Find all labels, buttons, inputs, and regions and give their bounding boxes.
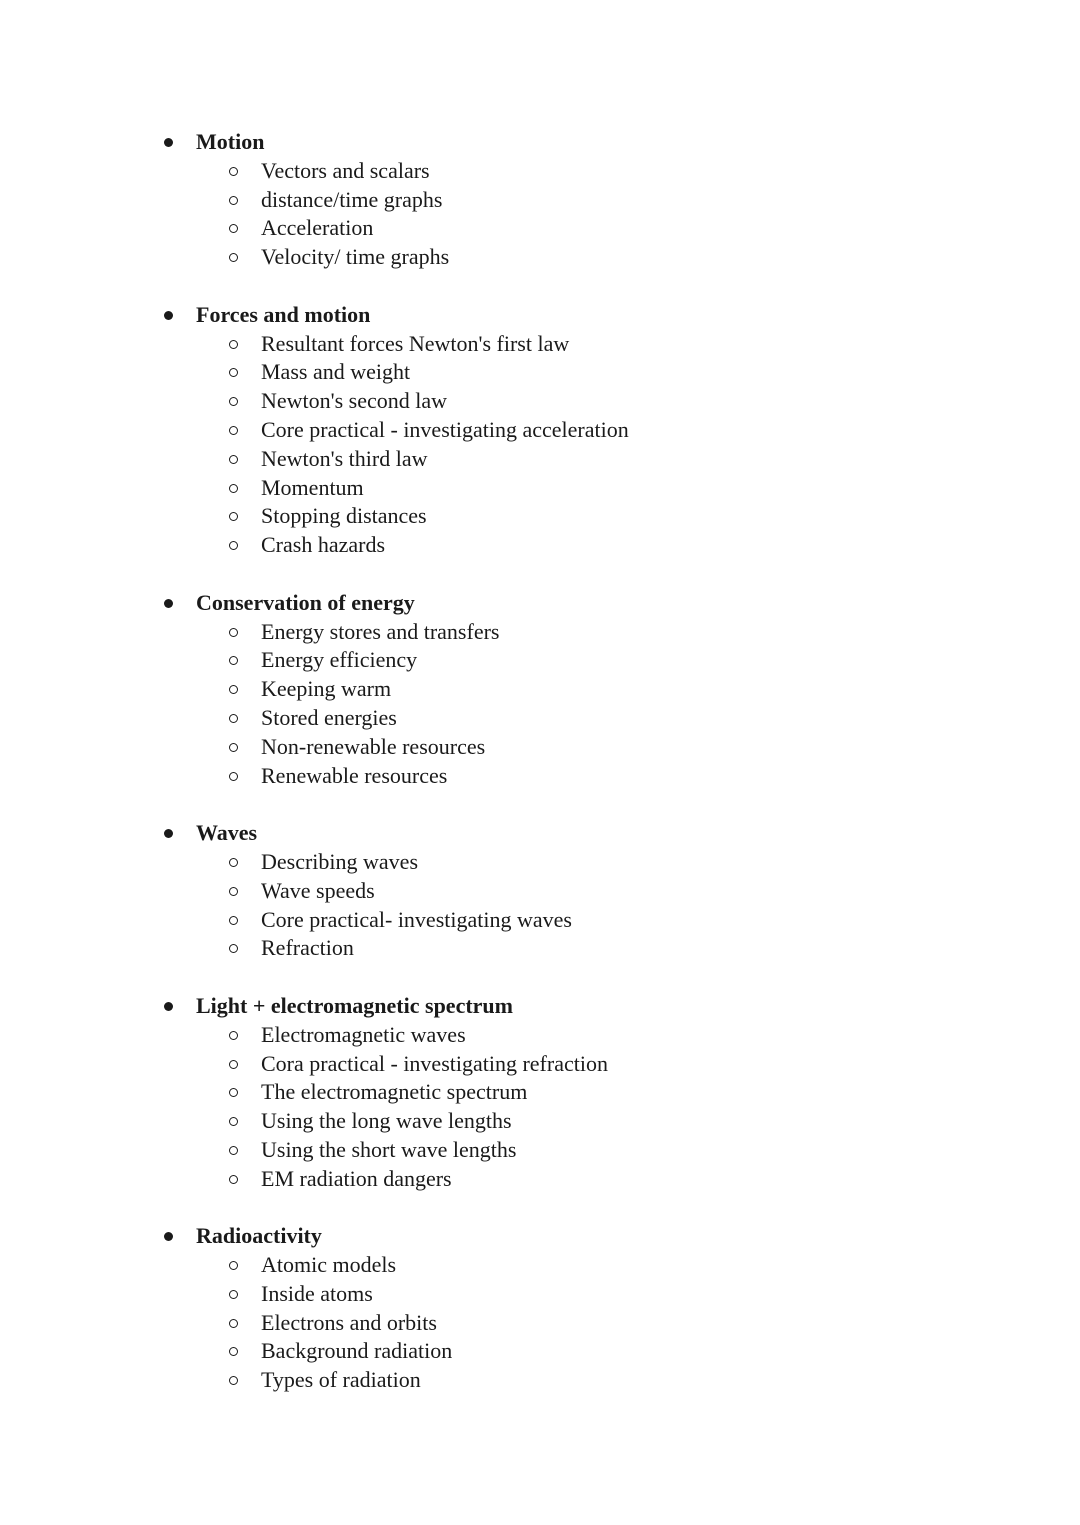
hollow-bullet-icon: [229, 368, 238, 377]
list-item-text: Using the short wave lengths: [261, 1136, 517, 1162]
list-item: [0, 1021, 1080, 1050]
list-item: [0, 387, 1080, 416]
list-item-text: Energy efficiency: [261, 647, 418, 673]
list-item: [0, 186, 1080, 215]
list-item-text: Cora practical - investigating refraction: [261, 1050, 608, 1076]
hollow-bullet-icon: [229, 512, 238, 521]
list-item: [0, 474, 1080, 503]
list-item: [0, 243, 1080, 272]
list-item-text: Non-renewable resources: [261, 733, 486, 759]
list-item: [0, 877, 1080, 906]
hollow-bullet-icon: [229, 455, 238, 464]
topic-section: [0, 819, 1080, 963]
hollow-bullet-icon: [229, 628, 238, 637]
hollow-bullet-icon: [229, 685, 238, 694]
list-item-text: Core practical- investigating waves: [261, 906, 572, 932]
list-item-text: Core practical - investigating acceleration: [261, 416, 629, 442]
hollow-bullet-icon: [229, 1060, 238, 1069]
topic-section: [0, 128, 1080, 272]
list-item-text: Wave speeds: [261, 877, 375, 903]
hollow-bullet-icon: [229, 887, 238, 896]
list-item: [0, 157, 1080, 186]
list-item-text: Stored energies: [261, 704, 397, 730]
topic-section: [0, 1222, 1080, 1395]
list-item-text: Resultant forces Newton's first law: [261, 330, 570, 356]
hollow-bullet-icon: [229, 1261, 238, 1270]
list-item-text: Mass and weight: [261, 359, 411, 385]
hollow-bullet-icon: [229, 772, 238, 781]
list-item: [0, 1251, 1080, 1280]
section-title: Forces and motion: [196, 301, 371, 327]
topic-section: [0, 589, 1080, 791]
hollow-bullet-icon: [229, 196, 238, 205]
section-title: Radioactivity: [196, 1223, 322, 1249]
hollow-bullet-icon: [229, 224, 238, 233]
hollow-bullet-icon: [229, 1376, 238, 1385]
list-item-text: Energy stores and transfers: [261, 618, 500, 644]
topic-outline: [0, 128, 1080, 1424]
bullet-icon: [164, 138, 173, 147]
hollow-bullet-icon: [229, 858, 238, 867]
list-item-text: Newton's second law: [261, 388, 448, 414]
list-item: [0, 416, 1080, 445]
hollow-bullet-icon: [229, 397, 238, 406]
list-item: [0, 675, 1080, 704]
list-item-text: The electromagnetic spectrum: [261, 1079, 528, 1105]
list-item: [0, 762, 1080, 791]
list-item: [0, 1337, 1080, 1366]
section-heading: [0, 1222, 1080, 1251]
list-item: [0, 1078, 1080, 1107]
hollow-bullet-icon: [229, 253, 238, 262]
list-item: [0, 1136, 1080, 1165]
hollow-bullet-icon: [229, 167, 238, 176]
hollow-bullet-icon: [229, 484, 238, 493]
list-item: [0, 445, 1080, 474]
list-item-text: Momentum: [261, 474, 364, 500]
list-item-text: distance/time graphs: [261, 186, 443, 212]
hollow-bullet-icon: [229, 1319, 238, 1328]
topic-section: [0, 992, 1080, 1194]
list-item: [0, 733, 1080, 762]
list-item-text: Crash hazards: [261, 532, 386, 558]
list-item-text: Types of radiation: [261, 1367, 421, 1393]
section-heading: [0, 819, 1080, 848]
list-item: [0, 1107, 1080, 1136]
hollow-bullet-icon: [229, 1031, 238, 1040]
section-title: Waves: [196, 820, 258, 846]
hollow-bullet-icon: [229, 944, 238, 953]
list-item: [0, 502, 1080, 531]
list-item: [0, 531, 1080, 560]
section-title: Light + electromagnetic spectrum: [196, 992, 513, 1018]
list-item: [0, 358, 1080, 387]
section-heading: [0, 589, 1080, 618]
list-item: [0, 1280, 1080, 1309]
hollow-bullet-icon: [229, 1175, 238, 1184]
list-item-text: Newton's third law: [261, 445, 428, 471]
list-item: [0, 1366, 1080, 1395]
list-item-text: Keeping warm: [261, 676, 392, 702]
bullet-icon: [164, 1232, 173, 1241]
hollow-bullet-icon: [229, 1290, 238, 1299]
bullet-icon: [164, 829, 173, 838]
section-heading: [0, 301, 1080, 330]
list-item-text: Atomic models: [261, 1252, 397, 1278]
bullet-icon: [164, 599, 173, 608]
hollow-bullet-icon: [229, 714, 238, 723]
list-item: [0, 330, 1080, 359]
hollow-bullet-icon: [229, 340, 238, 349]
list-item-text: Describing waves: [261, 848, 419, 874]
topic-section: [0, 301, 1080, 560]
list-item-text: Renewable resources: [261, 762, 448, 788]
list-item-text: Refraction: [261, 935, 354, 961]
list-item-text: Stopping distances: [261, 503, 427, 529]
list-item-text: Electromagnetic waves: [261, 1021, 466, 1047]
list-item: [0, 934, 1080, 963]
list-item-text: Inside atoms: [261, 1280, 373, 1306]
list-item: [0, 1309, 1080, 1338]
section-heading: [0, 128, 1080, 157]
list-item: [0, 704, 1080, 733]
bullet-icon: [164, 311, 173, 320]
list-item: [0, 214, 1080, 243]
hollow-bullet-icon: [229, 1146, 238, 1155]
section-title: Conservation of energy: [196, 589, 415, 615]
list-item: [0, 1050, 1080, 1079]
list-item-text: Acceleration: [261, 215, 374, 241]
list-item-text: Velocity/ time graphs: [261, 244, 450, 270]
hollow-bullet-icon: [229, 1088, 238, 1097]
list-item: [0, 906, 1080, 935]
hollow-bullet-icon: [229, 656, 238, 665]
list-item-text: Using the long wave lengths: [261, 1108, 512, 1134]
list-item: [0, 646, 1080, 675]
section-title: Motion: [196, 129, 265, 154]
hollow-bullet-icon: [229, 541, 238, 550]
list-item: [0, 1165, 1080, 1194]
hollow-bullet-icon: [229, 426, 238, 435]
list-item: [0, 848, 1080, 877]
hollow-bullet-icon: [229, 1347, 238, 1356]
section-heading: [0, 992, 1080, 1021]
list-item: [0, 618, 1080, 647]
bullet-icon: [164, 1002, 173, 1011]
list-item-text: EM radiation dangers: [261, 1165, 452, 1191]
list-item-text: Background radiation: [261, 1338, 453, 1364]
list-item-text: Electrons and orbits: [261, 1309, 437, 1335]
hollow-bullet-icon: [229, 743, 238, 752]
hollow-bullet-icon: [229, 916, 238, 925]
hollow-bullet-icon: [229, 1117, 238, 1126]
list-item-text: Vectors and scalars: [261, 157, 430, 183]
